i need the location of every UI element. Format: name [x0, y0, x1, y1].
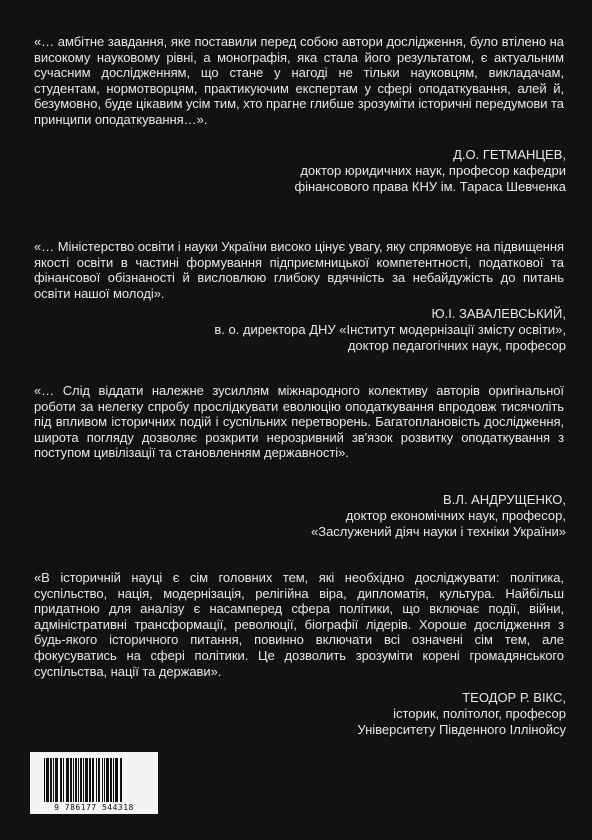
barcode-bar — [73, 758, 74, 802]
barcode-bar — [78, 758, 79, 802]
author-credential: Університету Південного Іллінойсу — [357, 722, 566, 738]
barcode-bar — [66, 758, 69, 802]
barcode-bar — [75, 758, 77, 802]
barcode-bar — [60, 758, 62, 802]
author-credential: доктор економічних наук, професор, — [345, 508, 566, 524]
barcode-bar — [55, 758, 58, 802]
author-name: Ю.І. ЗАВАЛЕВСЬКИЙ, — [431, 306, 566, 321]
barcode-bar — [80, 758, 82, 802]
quote-3 — [34, 383, 564, 461]
signature-4 — [206, 690, 566, 739]
author-name: ТЕОДОР Р. ВІКС, — [462, 690, 566, 705]
barcode-bar — [92, 758, 94, 802]
quote-text: «… амбітне завдання, яке поставили перед собою автори дослідження, було втілено на високому науковому рівні, а монографія, яка стала його результатом, є актуальним сучасним дослідженням, що стане у нагоді не тільки науковцям, викладачам, студентам, нормотворцям, практикуючим експертам у сфері оподаткування, алей й, безумовно, буде цікавим усім тим, хто прагне глибше зрозуміти історичні передумови та принципи оподаткування…». — [34, 34, 564, 127]
barcode-bar — [106, 758, 109, 802]
barcode-bar — [102, 758, 103, 802]
quote-1 — [34, 34, 564, 128]
barcode-bar — [104, 758, 105, 802]
author-credential: доктор педагогічних наук, професор — [347, 338, 566, 354]
barcode-bar — [110, 758, 112, 802]
barcode-bar — [96, 758, 97, 802]
author-credential: «Заслужений діяч науки і техніки України» — [311, 524, 566, 540]
signature-2 — [206, 306, 566, 355]
author-credential: фінансового права КНУ ім. Тараса Шевченка — [294, 179, 566, 195]
barcode-bar — [53, 758, 54, 802]
author-name: В.Л. АНДРУЩЕНКО, — [443, 492, 566, 507]
barcode-bar — [120, 758, 122, 802]
author-name: Д.О. ГЕТМАНЦЕВ, — [453, 147, 566, 162]
barcode-bar — [70, 758, 72, 802]
signature-3 — [206, 492, 566, 541]
quote-2 — [34, 239, 564, 301]
quote-text: «… Слід віддати належне зусиллям міжнародного колективу авторів оригінальної роботи за нелегку спробу прослідкувати еволюцію оподаткування впродовж тисячоліть під впливом історичних подій і суспільних перетворень. Багатоплановість дослідження, широта погляду дозволяє розкрити нерозривний зв'язок розвитку оподаткування з поступом цивілізації та становленням державності». — [34, 383, 564, 461]
author-credential: історик, політолог, професор — [393, 706, 566, 722]
barcode-bar — [89, 758, 91, 802]
barcode-bar — [83, 758, 84, 802]
author-credential: в. о. директора ДНУ «Інститут модернізації змісту освіти», — [214, 322, 566, 338]
barcode-bar — [113, 758, 114, 802]
signature-1 — [206, 147, 566, 196]
barcode-bar — [98, 758, 100, 802]
barcode-number: 9 786177 544318 — [54, 803, 134, 812]
quote-text: «В історичній науці є сім головних тем, які необхідно досліджувати: політика, суспільство, нація, модернізація, релігійна віра, дипломатія, культура. Найбільш придатною для аналізу є насамперед сфера політики, що включає події, війни, адміністративні трансформації, революції, біографії лідерів. Хороше дослідження з будь-якого історичного питання, повинно включати всі означені сім тем, але фокусуватись на сфері політики. Це дозволить зрозуміти корені громадянського суспільства, нації та держави». — [34, 570, 564, 679]
barcode-bar — [46, 758, 49, 802]
barcode-bar — [50, 758, 52, 802]
isbn-barcode — [30, 752, 158, 814]
barcode-bar — [63, 758, 64, 802]
quote-text: «… Міністерство освіти і науки України високо цінує увагу, яку спрямовує на підвищення якості освіти в частині формування підприємницької компетентності, податкової та фінансової обізнаності й висловлюю глибоку вдячність за небайдужість до питань освіти нашої молоді». — [34, 239, 564, 301]
quote-4 — [34, 570, 564, 679]
author-credential: доктор юридичних наук, професор кафедри — [300, 163, 566, 179]
barcode-bar — [115, 758, 118, 802]
barcode-bar — [44, 758, 45, 802]
barcode-bar — [85, 758, 88, 802]
